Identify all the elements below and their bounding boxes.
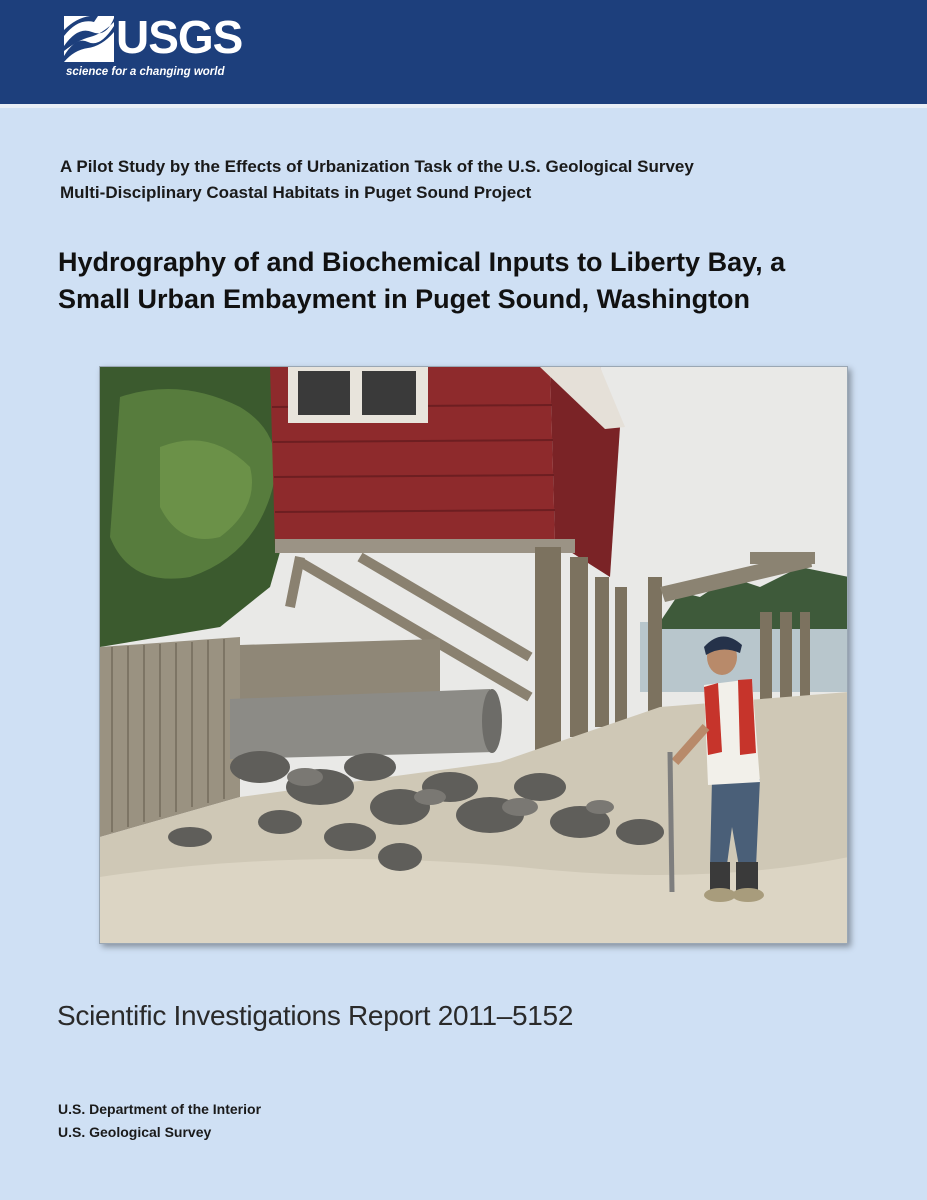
banner-divider: [0, 104, 927, 108]
agency-line-1: U.S. Department of the Interior: [58, 1101, 262, 1117]
usgs-wordmark: USGS: [116, 11, 243, 63]
agency-block: [58, 1098, 458, 1144]
agency-line-2: U.S. Geological Survey: [58, 1124, 212, 1140]
usgs-logo: [64, 11, 264, 86]
report-title: [58, 244, 898, 318]
title-line-1: Hydrography of and Biochemical Inputs to Liberty Bay, a: [58, 247, 786, 277]
series-statement: [60, 154, 880, 206]
report-number: Scientific Investigations Report 2011–5152: [57, 1000, 574, 1031]
title-line-2: Small Urban Embayment in Puget Sound, Washington: [58, 284, 751, 314]
series-line-1: A Pilot Study by the Effects of Urbanization Task of the U.S. Geological Survey: [60, 157, 694, 176]
usgs-header-banner: [0, 0, 927, 104]
usgs-tagline: science for a changing world: [66, 66, 225, 78]
usgs-wave-icon: [64, 16, 114, 62]
series-line-2: Multi-Disciplinary Coastal Habitats in Puget Sound Project: [60, 183, 532, 202]
cover-photo: [99, 366, 848, 944]
